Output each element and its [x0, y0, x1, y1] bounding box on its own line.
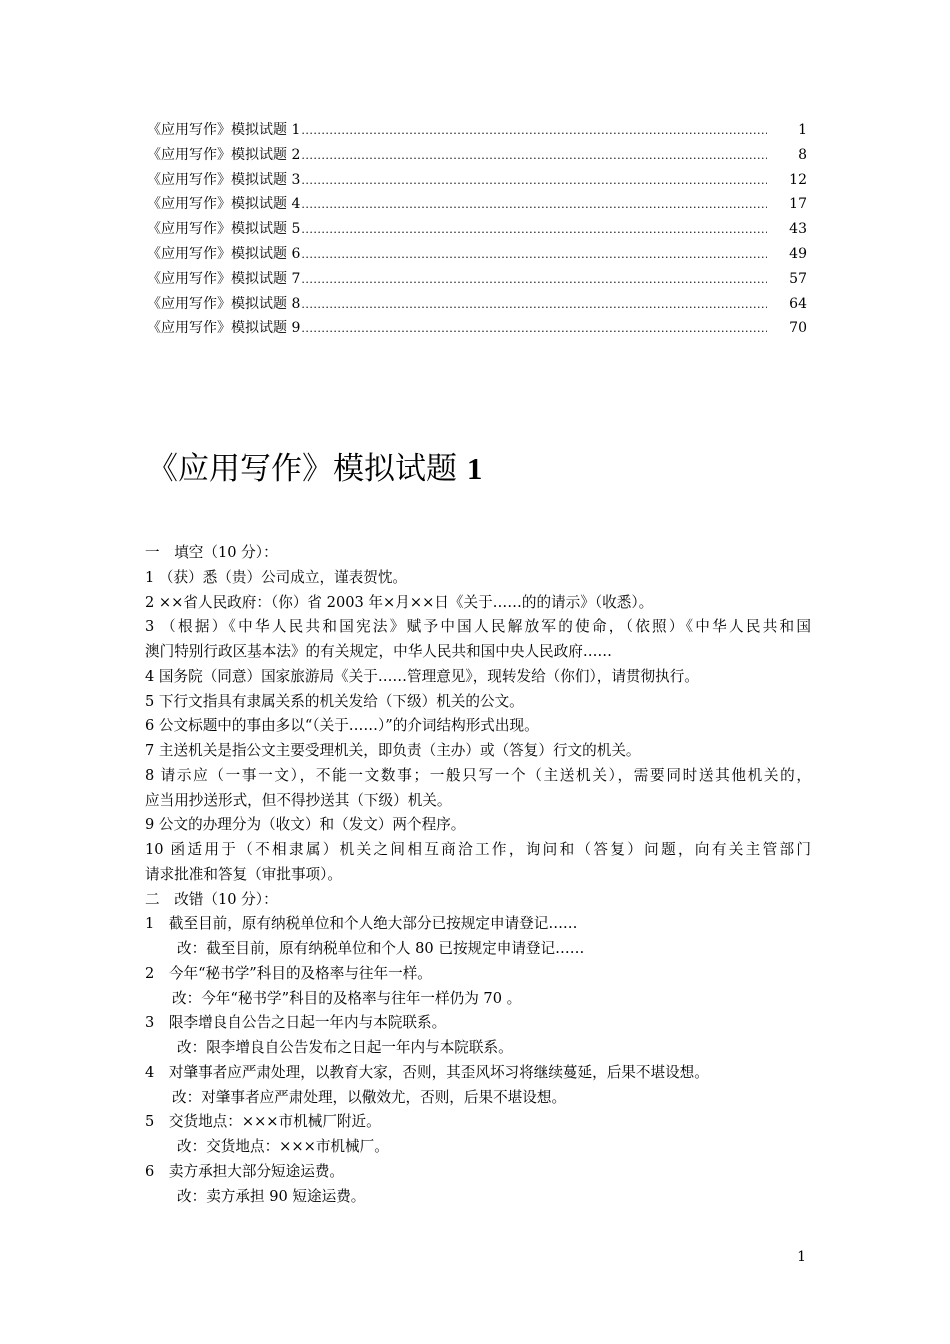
- toc-entry-page: 17: [789, 196, 807, 213]
- toc-entry-page: 57: [789, 270, 807, 287]
- toc-entry[interactable]: [147, 217, 807, 242]
- toc-entry-title: 《应用写作》模拟试题 6: [147, 245, 301, 262]
- document-heading: [147, 447, 482, 491]
- body-line: 9 公文的办理分为（收文）和（发文）两个程序。: [145, 816, 466, 834]
- toc-leader-dots: [301, 218, 767, 243]
- toc-entry-title: 《应用写作》模拟试题 5: [147, 221, 301, 238]
- body-line: 2 ××省人民政府：（你）省 2003 年×月××日《关于……的的请示》（收悉）。: [145, 593, 654, 611]
- toc-leader-dots: [301, 293, 767, 318]
- body-line: 10 函适用于（不相隶属）机关之间相互商洽工作，询问和（答复）问题，向有关主管部门: [145, 841, 811, 858]
- toc-leader-dots: [301, 169, 767, 194]
- toc-entry[interactable]: [147, 192, 807, 217]
- toc-entry-title: 《应用写作》模拟试题 9: [147, 320, 301, 337]
- correction-revised: 改：今年“秘书学”科目的及格率与往年一样仍为 70 。: [172, 989, 522, 1007]
- section-heading-fill-blank: 一 填空（10 分）：: [145, 544, 278, 561]
- body-line: 请求批准和答复（审批事项）。: [145, 865, 343, 883]
- body-line: 5 下行文指具有隶属关系的机关发给（下级）机关的公文。: [145, 692, 524, 710]
- toc-entry-page: 70: [789, 320, 807, 337]
- correction-revised: 改：交货地点：×××市机械厂。: [177, 1138, 389, 1155]
- toc-entry-page: 43: [789, 221, 807, 238]
- document-body: [145, 541, 811, 1209]
- correction-revised: 改：卖方承担 90 短途运费。: [177, 1187, 366, 1205]
- toc-leader-dots: [301, 119, 767, 144]
- toc-entry[interactable]: [147, 267, 807, 292]
- correction-revised: 改：对肇事者应严肃处理，以儆效尤，否则，后果不堪设想。: [172, 1088, 567, 1106]
- toc-entry-page: 49: [789, 245, 807, 262]
- body-line: 1 （获）悉（贵）公司成立，谨表贺忱。: [145, 568, 408, 586]
- correction-original: 5 交货地点：×××市机械厂附近。: [145, 1113, 381, 1131]
- page-number: 1: [797, 1249, 806, 1265]
- toc-entry-title: 《应用写作》模拟试题 8: [147, 295, 301, 312]
- toc-entry[interactable]: [147, 292, 807, 317]
- toc-entry[interactable]: [147, 118, 807, 143]
- toc-entry[interactable]: [147, 316, 807, 341]
- body-line: 3 （根据）《中华人民共和国宪法》赋予中国人民解放军的使命，（依照）《中华人民共和国: [145, 618, 811, 636]
- toc-leader-dots: [301, 144, 767, 169]
- toc-entry-page: 1: [798, 122, 807, 138]
- toc-leader-dots: [301, 268, 767, 293]
- correction-original: 3 限李增良自公告之日起一年内与本院联系。: [145, 1014, 447, 1032]
- correction-original: 1 截至目前，原有纳税单位和个人绝大部分已按规定申请登记……: [145, 915, 578, 933]
- toc-leader-dots: [301, 317, 767, 342]
- correction-original: 2 今年“秘书学”科目的及格率与往年一样。: [145, 964, 432, 982]
- body-line: 应当用抄送形式，但不得抄送其（下级）机关。: [145, 791, 452, 809]
- toc-entry-title: 《应用写作》模拟试题 4: [147, 196, 301, 213]
- toc-entry-title: 《应用写作》模拟试题 1: [147, 122, 301, 138]
- toc-entry-page: 64: [789, 295, 807, 312]
- toc-entry-title: 《应用写作》模拟试题 7: [147, 270, 301, 287]
- correction-revised: 改：限李增良自公告发布之日起一年内与本院联系。: [177, 1039, 513, 1056]
- section-heading-correction: 二 改错（10 分）：: [145, 890, 278, 908]
- table-of-contents: [147, 118, 807, 341]
- toc-entry-title: 《应用写作》模拟试题 2: [147, 146, 301, 163]
- body-line: 7 主送机关是指公文主要受理机关，即负责（主办）或（答复）行文的机关。: [145, 742, 641, 759]
- toc-entry[interactable]: [147, 168, 807, 193]
- correction-original: 4 对肇事者应严肃处理，以教育大家，否则，其歪风坏习将继续蔓延，后果不堪设想。: [145, 1063, 709, 1081]
- toc-entry-page: 8: [798, 146, 807, 163]
- toc-entry[interactable]: [147, 242, 807, 267]
- correction-revised: 改：截至目前，原有纳税单位和个人 80 已按规定申请登记……: [177, 940, 585, 957]
- heading-text: 《应用写作》模拟试题: [147, 451, 457, 487]
- body-line: 6 公文标题中的事由多以“（关于……）”的介词结构形式出现。: [145, 717, 539, 735]
- body-line: 4 国务院（同意）国家旅游局《关于……管理意见》，现转发给（你们），请贯彻执行。: [145, 667, 699, 685]
- toc-entry-page: 12: [789, 171, 807, 188]
- body-line: 8 请示应（一事一文），不能一文数事；一般只写一个（主送机关），需要同时送其他机关的，: [145, 766, 811, 784]
- toc-entry[interactable]: [147, 143, 807, 168]
- toc-entry-title: 《应用写作》模拟试题 3: [147, 171, 301, 188]
- toc-leader-dots: [301, 243, 767, 268]
- correction-original: 6 卖方承担大部分短途运费。: [145, 1162, 345, 1180]
- body-line: 澳门特别行政区基本法》的有关规定，中华人民共和国中央人民政府……: [145, 643, 613, 660]
- heading-number: 1: [466, 451, 483, 486]
- toc-leader-dots: [301, 193, 767, 218]
